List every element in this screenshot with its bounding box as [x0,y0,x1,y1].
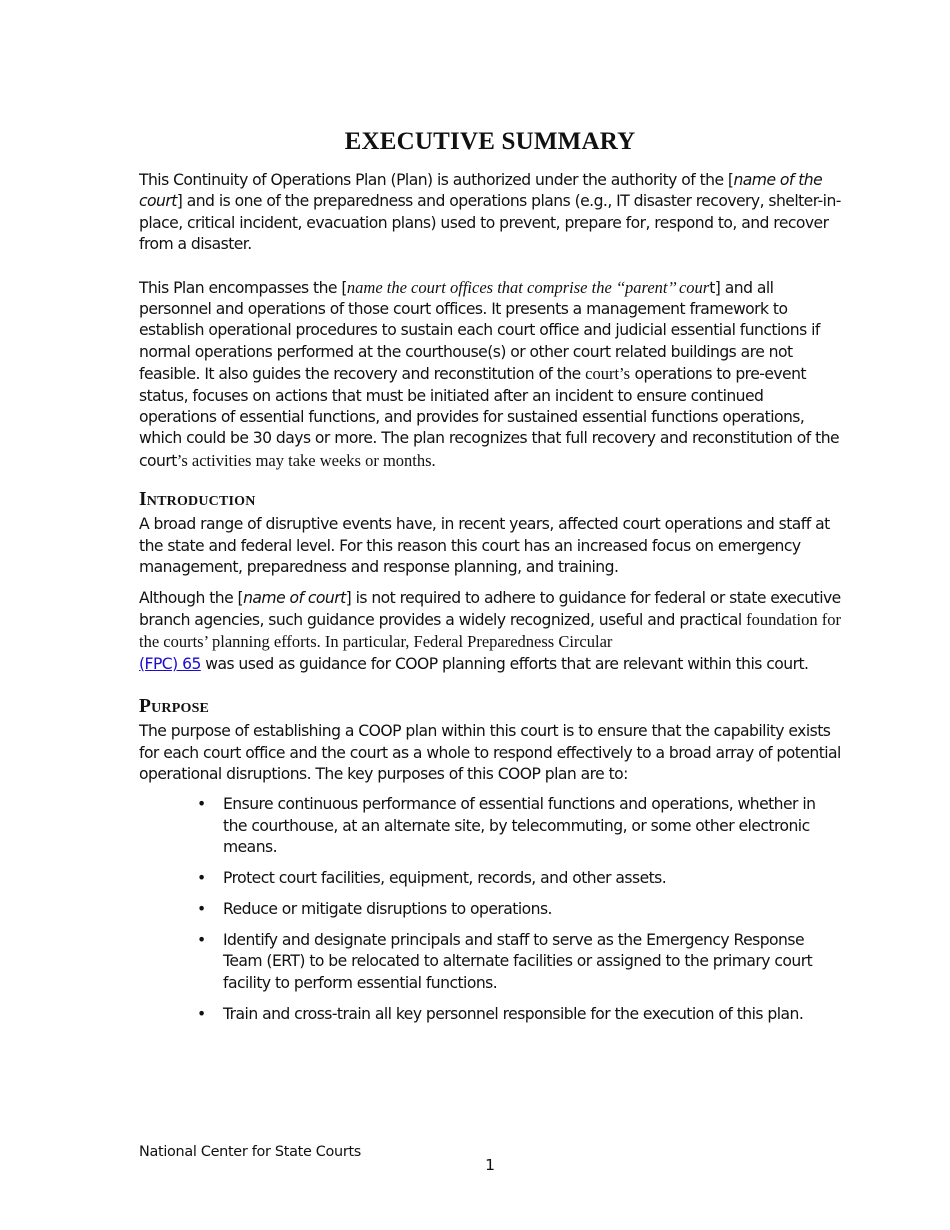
court-name-placeholder: name of the court [139,171,823,211]
list-item [197,899,841,920]
list-item [197,868,841,889]
list-item [197,1004,841,1025]
list-item-text: Protect court facilities, equipment, records, and other assets. [223,869,667,888]
fpc-65-link[interactable]: (FPC) 65 [139,654,201,673]
intro-paragraph-authority-text-1: This Continuity of Operations Plan (Plan) is authorized under the authority of the [ [139,171,734,189]
intro-paragraph-scope-text-3: court’s [585,364,631,384]
bullet-icon: • [197,795,206,814]
bullet-icon: • [197,899,206,918]
introduction-heading: Introduction [139,489,256,511]
page-title: EXECUTIVE SUMMARY [344,128,636,155]
intro-paragraph-authority [139,170,841,256]
purpose-bullet-list [139,794,841,1025]
introduction-paragraph-events: A broad range of disruptive events have, in recent years, affected court operations and staff at the state and federal level. For this reason this court has an increased focus on emergency management, preparedness and response planning, and training. [139,515,830,577]
list-item-text: Identify and designate principals and staff to serve as the Emergency Response Team (ERT) to be relocated to alternate facilities or assigned to the primary court facility to perform essential functions. [223,930,813,992]
introduction-guidance-text-1: Although the [ [139,588,244,607]
introduction-paragraph-guidance [139,588,841,676]
purpose-heading: Purpose [139,696,210,718]
document-page [139,128,841,1035]
intro-paragraph-scope-text-2: t] and all personnel and operations of those court offices. It presents a management framework to establish operational procedures to sustain each court office and judicial essential functions if normal operations performed at the courthouse(s) or other court related buildings are not feasible. It also guides the recovery and reconstitution of the [139,278,820,384]
list-item [197,930,841,994]
court-name-placeholder-2: name of court [243,588,346,607]
intro-paragraph-scope-text-1: This Plan encompasses the [ [139,278,347,297]
page-number: 1 [485,1156,495,1174]
list-item [197,794,841,858]
bullet-icon: • [197,869,206,888]
intro-paragraph-scope-text-5: ’s activities may take weeks or months. [176,450,436,470]
bullet-icon: • [197,1004,206,1023]
list-item-text: Train and cross-train all key personnel responsible for the execution of this plan. [223,1004,804,1023]
intro-paragraph-scope [139,277,841,473]
court-offices-placeholder: name the court offices that comprise the ‘‘parent’’ cour [346,277,710,297]
purpose-paragraph: The purpose of establishing a COOP plan within this court is to ensure that the capability exists for each court office and the court as a whole to respond effectively to a broad array of potential operational disruptions. The key purposes of this COOP plan are to: [139,722,841,783]
footer-organization: National Center for State Courts [139,1144,362,1160]
intro-paragraph-scope-text-4: operations to pre-event status, focuses on actions that must be initiated after an incident to ensure continued operations of essential functions, and provides for sustained essential functions operations, which could be 30 days or more. The plan recognizes that full recovery and reconstitution of the court [139,365,840,470]
bullet-icon: • [197,930,206,949]
introduction-guidance-text-3: foundation for the courts’ planning efforts. In particular, Federal Preparedness Circular [139,609,841,652]
introduction-guidance-text-4: was used as guidance for COOP planning efforts that are relevant within this court. [200,654,809,673]
list-item-text: Reduce or mitigate disruptions to operations. [223,899,552,918]
list-item-text: Ensure continuous performance of essential functions and operations, whether in the courthouse, at an alternate site, by telecommuting, or some other electronic means. [223,795,816,857]
intro-paragraph-authority-text-2: ] and is one of the preparedness and operations plans (e.g., IT disaster recovery, shelter-in-place, critical incident, evacuation plans) used to prevent, prepare for, respond to, and recover from a disaster. [139,192,841,254]
introduction-guidance-text-2: ] is not required to adhere to guidance for federal or state executive branch agencies, such guidance provides a widely recognized, useful and practical [139,588,841,629]
